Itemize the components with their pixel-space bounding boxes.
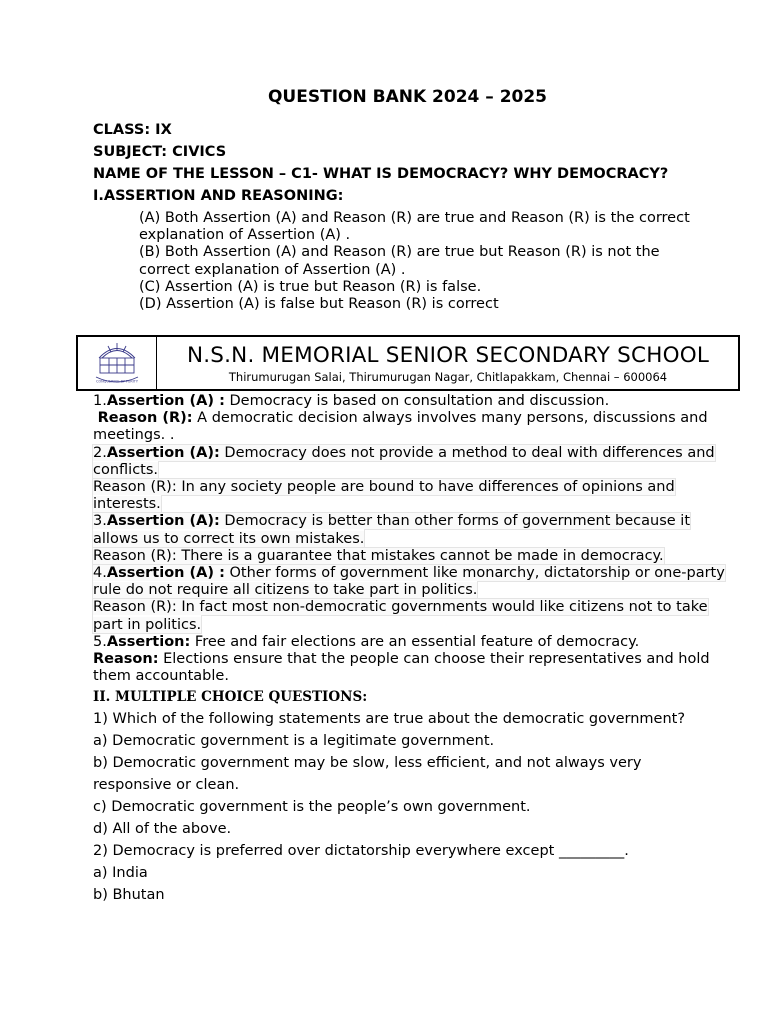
answer-option-a: (A) Both Assertion (A) and Reason (R) are true and Reason (R) is the correct explanation of Assertion (A) . xyxy=(139,210,690,244)
mcq-option: a) Democratic government is a legitimate government. xyxy=(93,733,495,749)
answer-option-d: (D) Assertion (A) is false but Reason (R) is correct xyxy=(139,296,499,313)
school-name: N.S.N. MEMORIAL SENIOR SECONDARY SCHOOL xyxy=(186,343,710,368)
answer-option-list xyxy=(139,210,709,313)
question-3-assertion: 3.Assertion (A): Democracy is better than other forms of government because it allows us to correct its own mistakes. xyxy=(93,513,691,547)
answer-option-b: (B) Both Assertion (A) and Reason (R) are true but Reason (R) is not the correct explanation of Assertion (A) . xyxy=(139,244,660,278)
question-4-assertion: 4.Assertion (A) : Other forms of government like monarchy, dictatorship or one-party rule do not require all citizens to take part in politics. xyxy=(93,565,725,599)
subject-label: SUBJECT: CIVICS xyxy=(93,144,227,160)
logo-motto: CONQUERING BY PURITY xyxy=(96,379,138,384)
mcq-option: d) All of the above. xyxy=(93,821,232,837)
page-title: QUESTION BANK 2024 – 2025 xyxy=(267,87,548,107)
assertion-questions xyxy=(93,393,725,685)
class-label: CLASS: IX xyxy=(93,122,172,138)
mcq-option: c) Democratic government is the people’s own government. xyxy=(93,799,531,815)
question-1-reason: Reason (R): A democratic decision always involves many persons, discussions and meetings. . xyxy=(93,410,708,444)
mcq-option: a) India xyxy=(93,865,148,881)
mcq-question-2: 2) Democracy is preferred over dictatorship everywhere except _________. xyxy=(93,843,629,859)
lesson-label: NAME OF THE LESSON – C1- WHAT IS DEMOCRACY? WHY DEMOCRACY? xyxy=(93,166,669,182)
question-2-assertion: 2.Assertion (A): Democracy does not provide a method to deal with differences and conflicts. xyxy=(93,444,715,478)
question-3-reason: Reason (R): There is a guarantee that mistakes cannot be made in democracy. xyxy=(93,547,664,564)
mcq-option: b) Bhutan xyxy=(93,887,165,903)
school-crest-icon xyxy=(78,337,156,389)
section-assertion-heading: I.ASSERTION AND REASONING: xyxy=(93,188,344,204)
school-logo xyxy=(78,337,157,389)
answer-option-c: (C) Assertion (A) is true but Reason (R) is false. xyxy=(139,278,482,295)
question-5-assertion: 5.Assertion: Free and fair elections are an essential feature of democracy. xyxy=(93,633,640,650)
school-banner xyxy=(76,335,740,391)
question-4-reason: Reason (R): In fact most non-democratic governments would like citizens not to take part in politics. xyxy=(93,599,708,633)
school-address: Thirumurugan Salai, Thirumurugan Nagar, Chitlapakkam, Chennai – 600064 xyxy=(228,370,668,384)
mcq-option: b) Democratic government may be slow, less efficient, and not always very responsive or clean. xyxy=(93,755,642,793)
mcq-question-1: 1) Which of the following statements are true about the democratic government? xyxy=(93,711,686,727)
section-mcq-heading: II. MULTIPLE CHOICE QUESTIONS: xyxy=(93,689,368,705)
mcq-questions xyxy=(93,708,713,906)
question-5-reason: Reason: Elections ensure that the people can choose their representatives and hold them accountable. xyxy=(93,651,710,685)
question-1-assertion: 1.Assertion (A) : Democracy is based on consultation and discussion. xyxy=(93,393,610,409)
question-2-reason: Reason (R): In any society people are bound to have differences of opinions and interests. xyxy=(93,479,675,513)
